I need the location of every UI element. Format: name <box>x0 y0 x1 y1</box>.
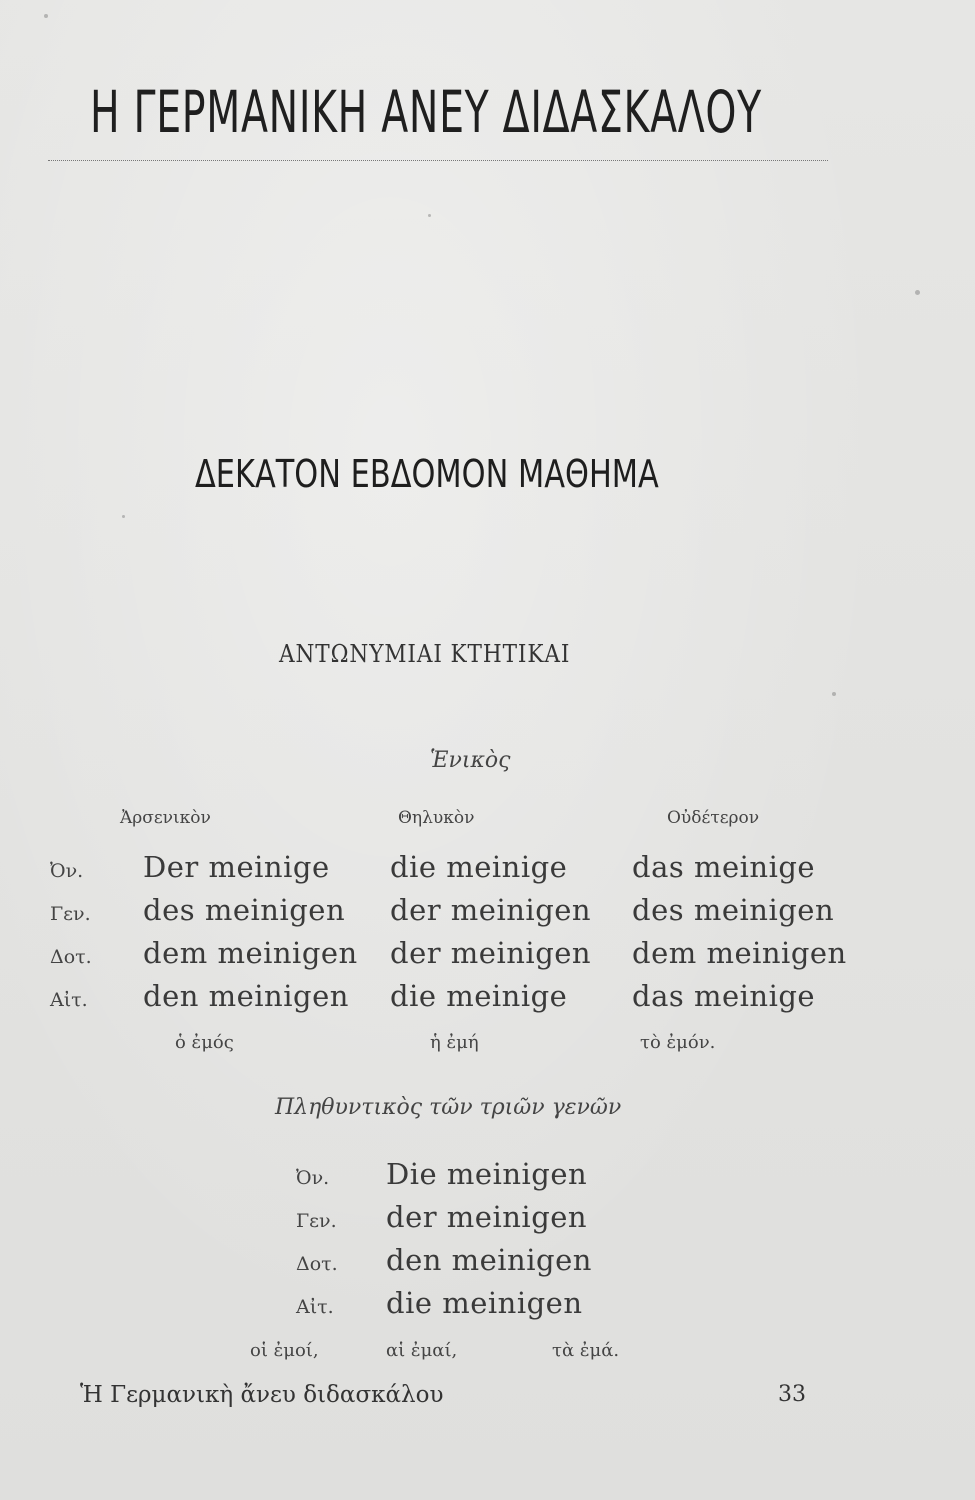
singular-form-masculine: dem meinigen <box>143 936 358 970</box>
case-label: Γεν. <box>296 1210 337 1232</box>
section-title: ΑΝΤΩΝΥΜΙΑΙ ΚΤΗΤΙΚΑΙ <box>279 640 571 668</box>
plural-form: die meinigen <box>386 1286 583 1320</box>
singular-form-feminine: die meinige <box>390 979 568 1013</box>
paper-speck <box>122 515 125 518</box>
singular-form-masculine: des meinigen <box>143 893 346 927</box>
singular-form-feminine: die meinige <box>390 850 568 884</box>
greek-equivalent-feminine: ἡ ἐμή <box>430 1032 479 1053</box>
singular-form-neuter: dem meinigen <box>632 936 847 970</box>
singular-form-masculine: Der meinige <box>143 850 330 884</box>
case-label: Ὀν. <box>296 1167 330 1189</box>
paper-speck <box>428 214 431 217</box>
paper-speck <box>44 14 48 18</box>
running-head: Η ΓΕΡΜΑΝΙΚΗ ΑΝΕΥ ΔΙΔΑΣΚΑΛΟΥ <box>90 78 762 146</box>
singular-label: Ἑνικὸς <box>430 748 511 773</box>
header-rule <box>48 160 828 161</box>
column-header-feminine: Θηλυκὸν <box>398 808 475 828</box>
singular-form-masculine: den meinigen <box>143 979 349 1013</box>
greek-equivalent-masculine: ὁ ἐμός <box>175 1032 234 1053</box>
column-header-neuter: Οὐδέτερον <box>667 808 760 828</box>
footer-book-title: Ἡ Γερμανικὴ ἄνευ διδασκάλου <box>80 1382 444 1408</box>
case-label: Γεν. <box>50 903 91 925</box>
paper-speck <box>832 692 836 696</box>
paper-speck <box>915 290 920 295</box>
greek-equivalent-plural-feminine: αἱ ἐμαί, <box>386 1340 458 1361</box>
singular-form-neuter: das meinige <box>632 850 816 884</box>
case-label: Δοτ. <box>296 1253 338 1275</box>
singular-form-feminine: der meinigen <box>390 936 592 970</box>
case-label: Δοτ. <box>50 946 92 968</box>
case-label: Αἰτ. <box>296 1296 334 1318</box>
plural-form: Die meinigen <box>386 1157 588 1191</box>
plural-form: der meinigen <box>386 1200 588 1234</box>
case-label: Ὀν. <box>50 860 84 882</box>
singular-form-neuter: des meinigen <box>632 893 835 927</box>
chapter-title: ΔΕΚΑΤΟΝ ΕΒΔΟΜΟΝ ΜΑΘΗΜΑ <box>195 452 659 496</box>
singular-form-neuter: das meinige <box>632 979 816 1013</box>
page-number: 33 <box>778 1382 806 1407</box>
greek-equivalent-plural-masculine: οἱ ἐμοί, <box>250 1340 319 1361</box>
column-header-masculine: Ἀρσενικὸν <box>120 808 211 828</box>
case-label: Αἰτ. <box>50 989 88 1011</box>
greek-equivalent-neuter: τὸ ἐμόν. <box>640 1032 716 1053</box>
plural-form: den meinigen <box>386 1243 592 1277</box>
singular-form-feminine: der meinigen <box>390 893 592 927</box>
plural-label: Πληθυντικὸς τῶν τριῶν γενῶν <box>275 1095 622 1120</box>
greek-equivalent-plural-neuter: τὰ ἐμά. <box>552 1340 620 1361</box>
